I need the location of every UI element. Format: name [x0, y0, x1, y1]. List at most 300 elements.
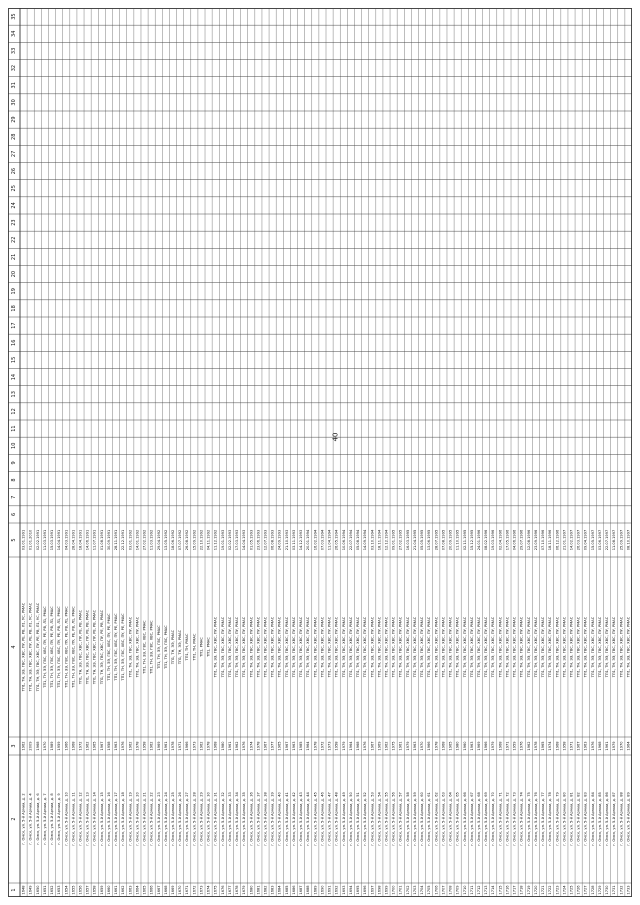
row-date: 11.08.1997 [612, 529, 617, 551]
row-id: 1727 [583, 885, 588, 895]
row-id: 1689 [313, 885, 318, 895]
row-date: 18.11.1994 [377, 529, 382, 551]
row-year: 1975 [391, 741, 396, 751]
row-works: ТП1, ТН, ЭЭ, ГВС, ХВС, ПУ, РМАС [541, 616, 546, 678]
row-date: 11.03.1992 [149, 529, 154, 551]
row-id: 1721 [541, 885, 546, 895]
row-works: ТП1, ТН, ЭЭ, ГВС, ХВС, ПУ, РМАС [334, 616, 339, 678]
row-year: 1963 [469, 741, 474, 751]
row-year: 1962 [85, 741, 90, 751]
row-year: 1967 [576, 741, 581, 751]
row-date: 24.09.1993 [277, 529, 282, 551]
row-works: ТП1, ТН, ЭЭ, ГВС, ХВС, ПУ, РМАС [327, 616, 332, 678]
row-address: г. Омск, ул. 5-й Армии, д. 23 [156, 792, 161, 846]
row-address: г. Омск, ул. 5-й Армии, д. 10 [64, 792, 69, 846]
row-address: г. Омск, ул. 5-й Армии, д. 69 [484, 792, 489, 846]
row-id: 1679 [242, 885, 247, 895]
row-works: ТП1, ТН, ЭЭ, ГВС, ХВС, ПУ, РМАС [263, 616, 268, 678]
row-date: 01.08.1991 [99, 529, 104, 551]
row-address: г. Омск, ул. 5-й Армии, д. 15 [99, 792, 104, 846]
row-date: 03.06.1997 [597, 529, 602, 551]
row-year: 1971 [505, 741, 510, 751]
column-header: 34 [11, 30, 17, 37]
row-address: г. Омск, ул. 5-й Армии, д. 25 [171, 792, 175, 846]
row-date: 04.03.1991 [64, 529, 69, 551]
row-id: 1677 [227, 885, 232, 895]
row-year: 1962 [384, 741, 389, 751]
row-year: 1969 [377, 741, 382, 751]
row-year: 1978 [256, 741, 261, 751]
row-works: ТП1, ТН, ЭЭ, ГВС, ХВС, ПУ, РМАС [519, 616, 524, 678]
row-id: 1726 [576, 885, 581, 895]
row-address: г. Омск, ул. 5-й Армии, д. 86 [605, 792, 610, 846]
row-address: г. Омск, ул. 5-й Армии, д. 73 [512, 792, 517, 846]
row-address: г. Омск, ул. 5-й Армии, д. 47 [327, 792, 332, 846]
row-address: г. Омск, ул. 5-й Армии, д. 8 [50, 793, 55, 845]
row-address: г. Омск, ул. 5-й Армии, д. 35 [242, 792, 247, 846]
row-works: ТП1, ТН, ЭЭ, ГВС, ХВС, ПУ, РМАС [441, 616, 446, 678]
row-id: 1715 [498, 885, 503, 895]
row-works: ТП1, ТН, ЭЭ, ГВС, ХВС, ПУ, РЕ, РВ, Л1, УС, РМАС [21, 602, 26, 692]
row-works: ТП1, ТН, ЭЭ, ГВС, ХВС, ПУ, РМАС [555, 616, 560, 678]
row-year: 1970 [619, 741, 624, 751]
row-date: 04.06.1996 [512, 529, 517, 551]
row-address: г. Омск, ул. 5-й Армии, д. 6 [35, 793, 40, 845]
row-works: ТП1, ТН, ЭЭ, ГВС, ХВС, ПУ, РМАС [128, 616, 133, 678]
row-works: ТП1, ТН, ЭЭ, ГВС, ХВС, ПУ, РМАС [562, 616, 567, 678]
row-id: 1703 [412, 885, 417, 895]
row-id: 1675 [213, 885, 218, 895]
row-year: 1964 [626, 741, 631, 751]
row-id: 1686 [291, 885, 296, 895]
column-header: 7 [11, 495, 17, 499]
row-works: ТП1, ТН, ЭЭ, ГВС, ХВС, ПУ, РМАС [291, 616, 296, 678]
row-works: ТП1, ТН, ЭЭ, ГВС, ХВС, ПУ, РЕ, РВ, РМАС [78, 609, 83, 685]
row-date: 20.01.1994 [306, 529, 311, 551]
row-works: ТП1, ТН, ЭЭ, ГВС, ХВС, ПУ, РМАС [384, 616, 389, 678]
row-address: г. Омск, ул. 5-й Армии, д. 7 [42, 793, 47, 845]
row-year: 1963 [114, 741, 119, 751]
row-works: ТП1, ТН, ЭЭ, ГВС, ХВС, ПУ, РЕ, РМАС [114, 613, 119, 681]
row-address: г. Омск, ул. 5-й Армии, д. 13 [85, 792, 90, 846]
row-id: 1699 [384, 885, 389, 895]
column-header: 20 [11, 270, 17, 278]
row-id: 1724 [562, 885, 567, 895]
row-year: 1965 [541, 741, 546, 751]
row-date: 23.09.1996 [533, 529, 538, 551]
row-date: 09.04.1997 [583, 529, 588, 551]
row-date: 22.12.1991 [121, 529, 126, 551]
row-address: г. Омск, ул. 5-й Армии, д. 27 [185, 792, 190, 846]
row-year: 1961 [227, 741, 232, 751]
row-works: ТП1, ТН, ЭЭ, ГВС, ХВС, ПУ, РМАС [341, 616, 346, 678]
column-header: 25 [11, 185, 17, 192]
row-date: 13.06.1995 [427, 529, 432, 551]
row-year: 1966 [64, 741, 69, 751]
row-works: ТП1, ТН, ЭЭ, ГВС, ХВС, ПУ, РМАС [356, 616, 361, 678]
row-id: 1705 [427, 885, 432, 895]
column-header: 26 [11, 167, 17, 175]
row-id: 1664 [135, 885, 140, 895]
row-year: 1972 [78, 741, 83, 751]
row-id: 1729 [597, 885, 602, 895]
row-id: 1700 [391, 885, 396, 895]
row-year: 1962 [21, 741, 26, 751]
row-address: г. Омск, ул. 5-й Армии, д. 59 [412, 792, 417, 846]
row-works: ТП1, РМАС [206, 637, 211, 657]
row-date: 21.10.1993 [284, 529, 289, 551]
row-id: 1698 [377, 885, 382, 895]
row-id: 1648 [21, 885, 26, 895]
row-works: ТП1, ТН, ЭЭ, ГВС, ХВС, ПУ, РЕ, РМАС [106, 613, 111, 681]
row-works: ТП1, ТН, ЭЭ, ГВС, ХВС, ПУ, РМАС [590, 616, 595, 678]
row-date: 23.06.1993 [256, 529, 261, 551]
row-date: 01.01.2010 [28, 529, 33, 551]
row-id: 1658 [92, 885, 97, 895]
row-id: 1716 [505, 885, 510, 895]
row-id: 1670 [178, 885, 183, 895]
row-works: ТП1, ТН, ЭЭ, ГВС, ХВС, ПУ, РМАС [512, 616, 517, 678]
row-year: 1967 [263, 741, 268, 751]
column-header: 17 [11, 322, 17, 329]
row-address: г. Омск, ул. 5-й Армии, д. 55 [384, 792, 389, 846]
row-works: ТП1, ТН, ЭЭ, ГВС, ХВС, ПУ, РМАС [484, 616, 489, 678]
column-header: 9 [11, 461, 17, 465]
row-id: 1672 [192, 885, 197, 895]
row-date: 26.05.1994 [334, 529, 339, 551]
row-address: г. Омск, ул. 5-й Армии, д. 68 [477, 792, 481, 846]
row-date: 14.12.1993 [299, 529, 304, 551]
column-header: 23 [11, 219, 17, 226]
row-address: г. Омск, ул. 5-й Армии, д. 14 [92, 792, 97, 846]
row-year: 1969 [156, 741, 161, 751]
row-address: г. Омск, ул. 5-й Армии, д. 24 [163, 792, 168, 846]
row-date: 03.01.1991 [21, 529, 26, 551]
row-address: г. Омск, ул. 5-й Армии, д. 74 [519, 792, 524, 846]
row-address: г. Омск, ул. 5-й Армии, д. 60 [420, 792, 425, 846]
row-id: 1730 [605, 885, 610, 895]
row-date: 18.04.1991 [78, 529, 83, 551]
row-address: г. Омск, ул. 5-й Армии, д. 19 [128, 792, 133, 846]
row-works: ТП1, ТН, ЭЭ, ГВС, ХВС, ПУ, РЕ, РВ, Л1, РМАС [42, 606, 47, 688]
row-address: г. Омск, ул. 5-й Армии, д. 56 [391, 792, 396, 846]
row-address: г. Омск, ул. 5-й Армии, д. 87 [612, 792, 617, 846]
row-year: 1971 [569, 741, 574, 751]
row-works: ТП1, ТН, ЭЭ, ГВС, ХВС, ПУ, РМАС [427, 616, 432, 678]
row-date: 14.01.1992 [135, 529, 140, 551]
row-year: 1966 [484, 741, 489, 751]
row-works: ТП1, ТН, ЭЭ, ГВС, ХВС, ПУ, РЕ, РВ, РМАС [92, 609, 97, 685]
row-id: 1702 [405, 885, 410, 895]
column-header: 13 [11, 391, 17, 398]
row-address: г. Омск, ул. 5-й Армии, д. 32 [220, 792, 225, 846]
row-works: ТП1, ТН, ЭЭ, ГВС, ХВС, ПУ, РМАС [320, 616, 325, 678]
row-date: 13.05.1992 [163, 529, 168, 551]
row-year: 1979 [405, 741, 410, 751]
row-works: ТП1, ТН, ЭЭ, ГВС, ХВС, ПУ, РЕ, РВ, РМАС [99, 609, 104, 685]
row-year: 1965 [448, 741, 453, 751]
row-id: 1680 [249, 885, 254, 895]
row-year: 1973 [327, 741, 332, 751]
row-id: 1654 [64, 885, 69, 895]
row-date: 14.02.1997 [569, 529, 574, 551]
row-id: 1691 [327, 885, 332, 895]
row-year: 1962 [149, 741, 154, 751]
row-id: 1708 [448, 885, 453, 895]
row-address: г. Омск, ул. 5-й Армии, д. 30 [206, 792, 211, 846]
row-address: г. Омск, ул. 5-й Армии, д. 18 [121, 792, 126, 846]
row-date: 11.10.1995 [455, 529, 460, 551]
row-date: 07.07.1992 [178, 529, 183, 551]
row-address: г. Омск, ул. 5-й Армии, д. 88 [619, 792, 624, 846]
row-date: 05.08.1994 [356, 529, 361, 551]
row-id: 1668 [163, 885, 168, 895]
row-date: 02.11.1995 [462, 529, 467, 551]
row-year: 1961 [605, 741, 610, 751]
row-date: 07.10.1996 [541, 529, 546, 551]
column-header: 10 [11, 442, 17, 449]
row-id: 1674 [206, 885, 211, 895]
row-id: 1728 [590, 885, 595, 895]
row-year: 1977 [270, 741, 275, 751]
row-address: г. Омск, ул. 5-й Армии, д. 77 [541, 792, 546, 846]
column-header: 31 [11, 82, 17, 89]
row-address: г. Омск, ул. 5-й Армии, д. 36 [249, 792, 254, 846]
column-header: 3 [11, 744, 17, 748]
row-id: 1667 [156, 885, 161, 895]
column-header: 33 [11, 47, 17, 55]
row-id: 1731 [612, 885, 617, 895]
row-date: 17.05.1996 [505, 529, 510, 551]
row-address: г. Омск, ул. 5-й Армии, д. 16 [106, 792, 111, 846]
row-works: ТП1, ТН, ЭЭ, ГВС, ХВС, ПУ, РМАС [626, 616, 631, 678]
row-year: 1974 [548, 741, 553, 751]
row-id: 1707 [441, 885, 446, 895]
row-year: 1968 [213, 741, 218, 751]
row-works: ТП1, ТН, ЭЭ, ГВС, РМАС [163, 625, 168, 669]
row-year: 1965 [277, 741, 282, 751]
row-year: 1959 [512, 741, 517, 751]
row-id: 1709 [455, 885, 460, 895]
row-date: 07.08.1995 [441, 529, 446, 551]
row-year: 1958 [562, 741, 567, 751]
row-id: 1683 [270, 885, 275, 895]
row-id: 1719 [526, 885, 531, 895]
row-date: 02.04.1996 [498, 529, 503, 551]
row-id: 1678 [235, 885, 240, 895]
row-works: ТП1, ТН, ЭЭ, ГВС, ХВС, ПУ, РМАС [348, 616, 353, 678]
row-address: г. Омск, ул. 5-й Армии, д. 65 [455, 792, 460, 846]
row-address: г. Омск, ул. 5-й Армии, д. 28 [192, 792, 197, 846]
row-address: г. Омск, ул. 5-й Армии, д. 72 [505, 792, 510, 846]
row-date: 26.03.1997 [576, 529, 581, 551]
column-header: 1 [11, 888, 17, 892]
row-date: 06.08.1993 [270, 529, 275, 551]
column-header: 12 [11, 408, 17, 415]
row-address: г. Омск, ул. 5-й Армии, д. 52 [363, 792, 368, 846]
row-year: 1966 [427, 741, 432, 751]
row-date: 06.12.1996 [555, 529, 560, 551]
row-works: ТП1, ТН, ЭЭ, ГВС, ХВС, ПУ, РМАС [420, 616, 425, 678]
row-address: г. Омск, ул. 5-й Армии, д. 37 [256, 792, 261, 846]
row-id: 1711 [469, 885, 474, 895]
row-works: ТП1, ТН, ЭЭ, ГВС, ХВС, ПУ, РЕ, РВ, Л1, РМАС [50, 606, 55, 688]
row-address: г. Омск, ул. 5-й Армии, д. 12 [78, 792, 83, 846]
row-works: ТП1, ТН, ЭЭ, ГВС, ХВС, ПУ, РМАС [235, 616, 240, 678]
row-address: г. Омск, ул. 5-й Армии, д. 66 [462, 792, 467, 846]
row-date: 22.07.1997 [605, 529, 610, 551]
row-year: 1959 [57, 741, 62, 751]
row-id: 1720 [533, 885, 538, 895]
row-address: г. Омск, ул. 5-й Армии, д. 85 [597, 792, 602, 846]
row-address: г. Омск, ул. 5-й Армии, д. 9 [57, 793, 62, 845]
row-works: ТП1, ТН, ЭЭ, ГВС, ХВС, ПУ, РМАС [370, 616, 375, 678]
row-address: г. Омск, ул. 5-й Армии, д. 83 [583, 792, 588, 846]
row-works: ТП1, ТН, ЭЭ, ГВС, ХВС, РМАС [142, 620, 147, 674]
row-address: г. Омск, ул. 5-й Армии, д. 54 [377, 792, 382, 846]
row-works: ТП1, ТН, РМАС [185, 633, 190, 661]
row-year: 1978 [206, 741, 211, 751]
row-id: 1696 [363, 885, 368, 895]
row-works: ТП1, ТН, ЭЭ, ГВС, ХВС, ПУ, РМАС [462, 616, 467, 678]
row-date: 19.03.1996 [491, 529, 496, 551]
row-address: г. Омск, ул. 5-й Армии, д. 21 [142, 792, 147, 846]
row-date: 11.04.1994 [327, 529, 332, 551]
row-year: 1967 [284, 741, 289, 751]
row-id: 1666 [149, 885, 154, 895]
row-works: ТП1, ТН, ЭЭ, ГВС, ХВС, ПУ, РМАС [220, 616, 225, 678]
row-year: 1971 [178, 741, 183, 751]
row-address: г. Омск, ул. 5-й Армии, д. 22 [149, 792, 154, 846]
row-id: 1650 [35, 885, 40, 895]
row-works: ТП1, ТН, ЭЭ, ГВС, ХВС, ПУ, РЕ, РВ, Л1, РМАС [71, 606, 76, 688]
row-address: г. Омск, ул. 5-й Армии, д. 61 [427, 792, 432, 846]
row-year: 1989 [50, 741, 55, 751]
row-address: г. Омск, ул. 5-й Армии, д. 45 [313, 792, 318, 846]
row-id: 1676 [220, 885, 225, 895]
row-works: ТП1, ТН, ЭЭ, ГВС, ХВС, ПУ, РМАС [533, 616, 538, 678]
row-works: ТП1, ТН, ЭЭ, ГВС, ХВС, ПУ, РЕ, РВ, РМАС [85, 609, 90, 685]
row-year: 1964 [306, 741, 311, 751]
row-date: 07.03.1994 [320, 529, 325, 551]
row-address: г. Омск, ул. 5-й Армии, д. 2 [21, 793, 26, 845]
row-year: 1980 [455, 741, 460, 751]
row-year: 1962 [199, 741, 204, 751]
row-date: 08.02.1996 [484, 529, 489, 551]
row-works: ТП1, ТН, ЭЭ, ГВС, ХВС, ПУ, РЕ, РМАС [121, 613, 126, 681]
row-works: ТП1, ТН, ЭЭ, ГВС, ХВС, ПУ, РМАС [469, 616, 474, 678]
row-works: ТП1, ТН, ЭЭ, ГВС, ХВС, ПУ, РМАС [412, 616, 417, 678]
row-address: г. Омск, ул. 5-й Армии, д. 17 [114, 792, 119, 846]
row-works: ТП1, ТН, ЭЭ, ГВС, ХВС, ПУ, РМАС [569, 616, 574, 678]
row-year: 1960 [462, 741, 467, 751]
row-address: г. Омск, ул. 5-й Армии, д. 67 [469, 792, 474, 846]
row-id: 1685 [284, 885, 289, 895]
row-year: 1978 [533, 741, 538, 751]
row-address: г. Омск, ул. 5-й Армии, д. 33 [227, 792, 232, 846]
row-works: ТП1, ТН, ЭЭ, ГВС, ХВС, ПУ, РМАС [491, 616, 496, 678]
row-works: ТП1, ТН, ЭЭ, ГВС, ХВС, ПУ, РМАС [619, 616, 624, 678]
row-date: 21.01.1997 [562, 529, 567, 551]
row-address: г. Омск, ул. 5-й Армии, д. 53 [370, 792, 375, 846]
row-id: 1697 [370, 885, 375, 895]
table-grid [8, 8, 632, 897]
row-year: 1978 [171, 741, 175, 751]
row-works: ТП1, ТН, ЭЭ, ГВС, ХВС, ПУ, РМАС [277, 616, 282, 678]
register-table [8, 8, 632, 897]
column-header: 24 [11, 202, 17, 209]
row-id: 1662 [121, 885, 126, 895]
row-date: 29.04.1992 [156, 529, 161, 551]
row-year: 1967 [99, 741, 104, 751]
row-id: 1690 [320, 885, 325, 895]
row-address: г. Омск, ул. 5-й Армии, д. 34 [235, 792, 240, 846]
column-header: 35 [11, 13, 17, 20]
column-header: 19 [11, 288, 17, 295]
row-date: 17.03.1993 [235, 529, 240, 551]
column-header: 32 [11, 64, 17, 72]
row-year: 1958 [142, 741, 147, 751]
row-works: ТП1, ТН, ЭЭ, ГВС, ХВС, ПУ, РМАС [455, 616, 460, 678]
row-year: 1976 [242, 741, 247, 751]
row-id: 1687 [299, 885, 304, 895]
row-date: 16.02.1994 [313, 529, 318, 551]
row-works: ТП1, ТН, ЭЭ, ГВС, ХВС, ПУ, РМАС [227, 616, 232, 678]
row-year: 1985 [299, 741, 304, 751]
row-address: г. Омск, ул. 5-й Армии, д. 26 [178, 792, 183, 846]
row-date: 27.02.1995 [398, 529, 403, 551]
row-date: 25.09.1997 [619, 529, 624, 551]
row-year: 2009 [28, 741, 33, 751]
row-address: г. Омск, ул. 5-й Армии, д. 40 [277, 792, 282, 846]
row-date: 27.02.1992 [142, 529, 147, 551]
row-address: г. Омск, ул. 5-й Армии, д. 39 [270, 792, 275, 846]
row-date: 29.07.1996 [519, 529, 524, 551]
row-id: 1733 [626, 885, 631, 895]
row-address: г. Омск, ул. 5-й Армии, д. 80 [562, 792, 567, 846]
row-id: 1651 [42, 885, 47, 895]
row-date: 28.11.1991 [114, 529, 119, 551]
row-id: 1649 [28, 885, 33, 895]
row-year: 1958 [106, 741, 111, 751]
column-header: 4 [11, 645, 17, 649]
row-year: 1968 [555, 741, 560, 751]
row-date: 02.02.1993 [227, 529, 232, 551]
row-id: 1725 [569, 885, 574, 895]
row-works: ТП1, ТН, ЭЭ, ГВС, ХВС, ПУ, РМАС [605, 616, 610, 678]
column-header: 14 [11, 373, 17, 381]
row-date: 14.04.1993 [242, 529, 247, 551]
row-year: 1976 [519, 741, 524, 751]
row-works: ТП1, ТН, ЭЭ, ГВС, ХВС, ПУ, РМАС [213, 616, 218, 678]
row-id: 1673 [199, 885, 204, 895]
row-year: 1958 [334, 741, 339, 751]
row-year: 1961 [163, 741, 168, 751]
row-date: 15.05.1997 [590, 529, 595, 551]
row-date: 03.01.1992 [128, 529, 133, 551]
row-id: 1717 [512, 885, 517, 895]
row-id: 1659 [99, 885, 104, 895]
row-year: 1963 [583, 741, 588, 751]
row-works: ТП1, РМАС [199, 637, 204, 657]
row-works: ТП1, ТН, ЭЭ, ГВС, ХВС, ПУ, РМАС [434, 616, 439, 678]
row-date: 15.03.1991 [50, 529, 55, 551]
row-id: 1692 [334, 885, 339, 895]
row-date: 16.03.1995 [405, 529, 410, 551]
row-id: 1665 [142, 885, 147, 895]
row-address: г. Омск, ул. 5-й Армии, д. 29 [199, 792, 204, 846]
row-address: г. Омск, ул. 5-й Армии, д. 70 [491, 792, 496, 846]
